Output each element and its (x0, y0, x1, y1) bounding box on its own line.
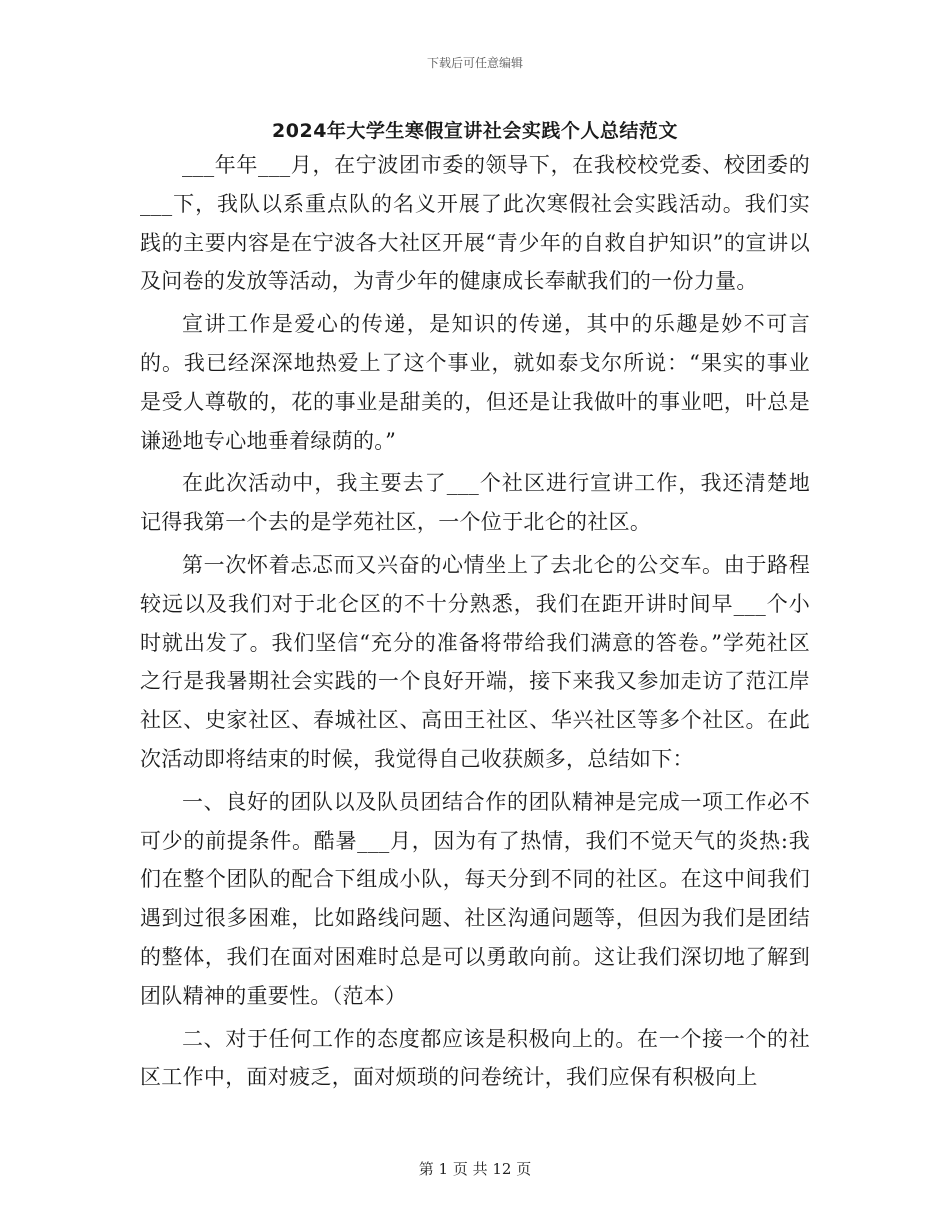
paragraph-1: ___年年___月，在宁波团市委的领导下，在我校校党委、校团委的___下，我队以系重点队的名义开展了此次寒假社会实践活动。我们实践的主要内容是在宁波各大社区开展“青少年的自救自护知识”的宣讲以及问卷的发放等活动，为青少年的健康成长奉献我们的一份力量。 (140, 153, 810, 294)
header-note: 下载后可任意编辑 (426, 56, 523, 70)
paragraph-6: 二、对于任何工作的态度都应该是积极向上的。在一个接一个的社区工作中，面对疲乏，面对烦琐的问卷统计，我们应保有积极向上 (140, 1026, 810, 1090)
paragraph-2: 宣讲工作是爱心的传递，是知识的传递，其中的乐趣是妙不可言的。我已经深深地热爱上了这个事业，就如泰戈尔所说：“果实的事业是受人尊敬的，花的事业是甜美的，但还是让我做叶的事业吧，叶总是谦逊地专心地垂着绿荫的。” (140, 312, 810, 453)
paragraph-4: 第一次怀着忐忑而又兴奋的心情坐上了去北仑的公交车。由于路程较远以及我们对于北仑区的不十分熟悉，我们在距开讲时间早___个小时就出发了。我们坚信“充分的准备将带给我们满意的答卷。”学苑社区之行是我暑期社会实践的一个良好开端，接下来我又参加走访了范江岸社区、史家社区、春城社区、高田王社区、华兴社区等多个社区。在此次活动即将结束的时候，我觉得自己收获颇多，总结如下： (140, 552, 810, 771)
document-title: 2024年大学生寒假宣讲社会实践个人总结范文 (272, 120, 678, 142)
document-body (140, 146, 810, 1101)
paragraph-3: 在此次活动中，我主要去了___个社区进行宣讲工作，我还清楚地记得我第一个去的是学苑社区，一个位于北仑的社区。 (140, 471, 810, 535)
paragraph-5: 一、良好的团队以及队员团结合作的团队精神是完成一项工作必不可少的前提条件。酷暑___月，因为有了热情，我们不觉天气的炎热:我们在整个团队的配合下组成小队，每天分到不同的社区。在这中间我们遇到过很多困难，比如路线问题、社区沟通问题等，但因为我们是团结的整体，我们在面对困难时总是可以勇敢向前。这让我们深切地了解到团队精神的重要性。（范本） (140, 789, 810, 1008)
page-number: 第 1 页 共 12 页 (418, 1160, 532, 1178)
